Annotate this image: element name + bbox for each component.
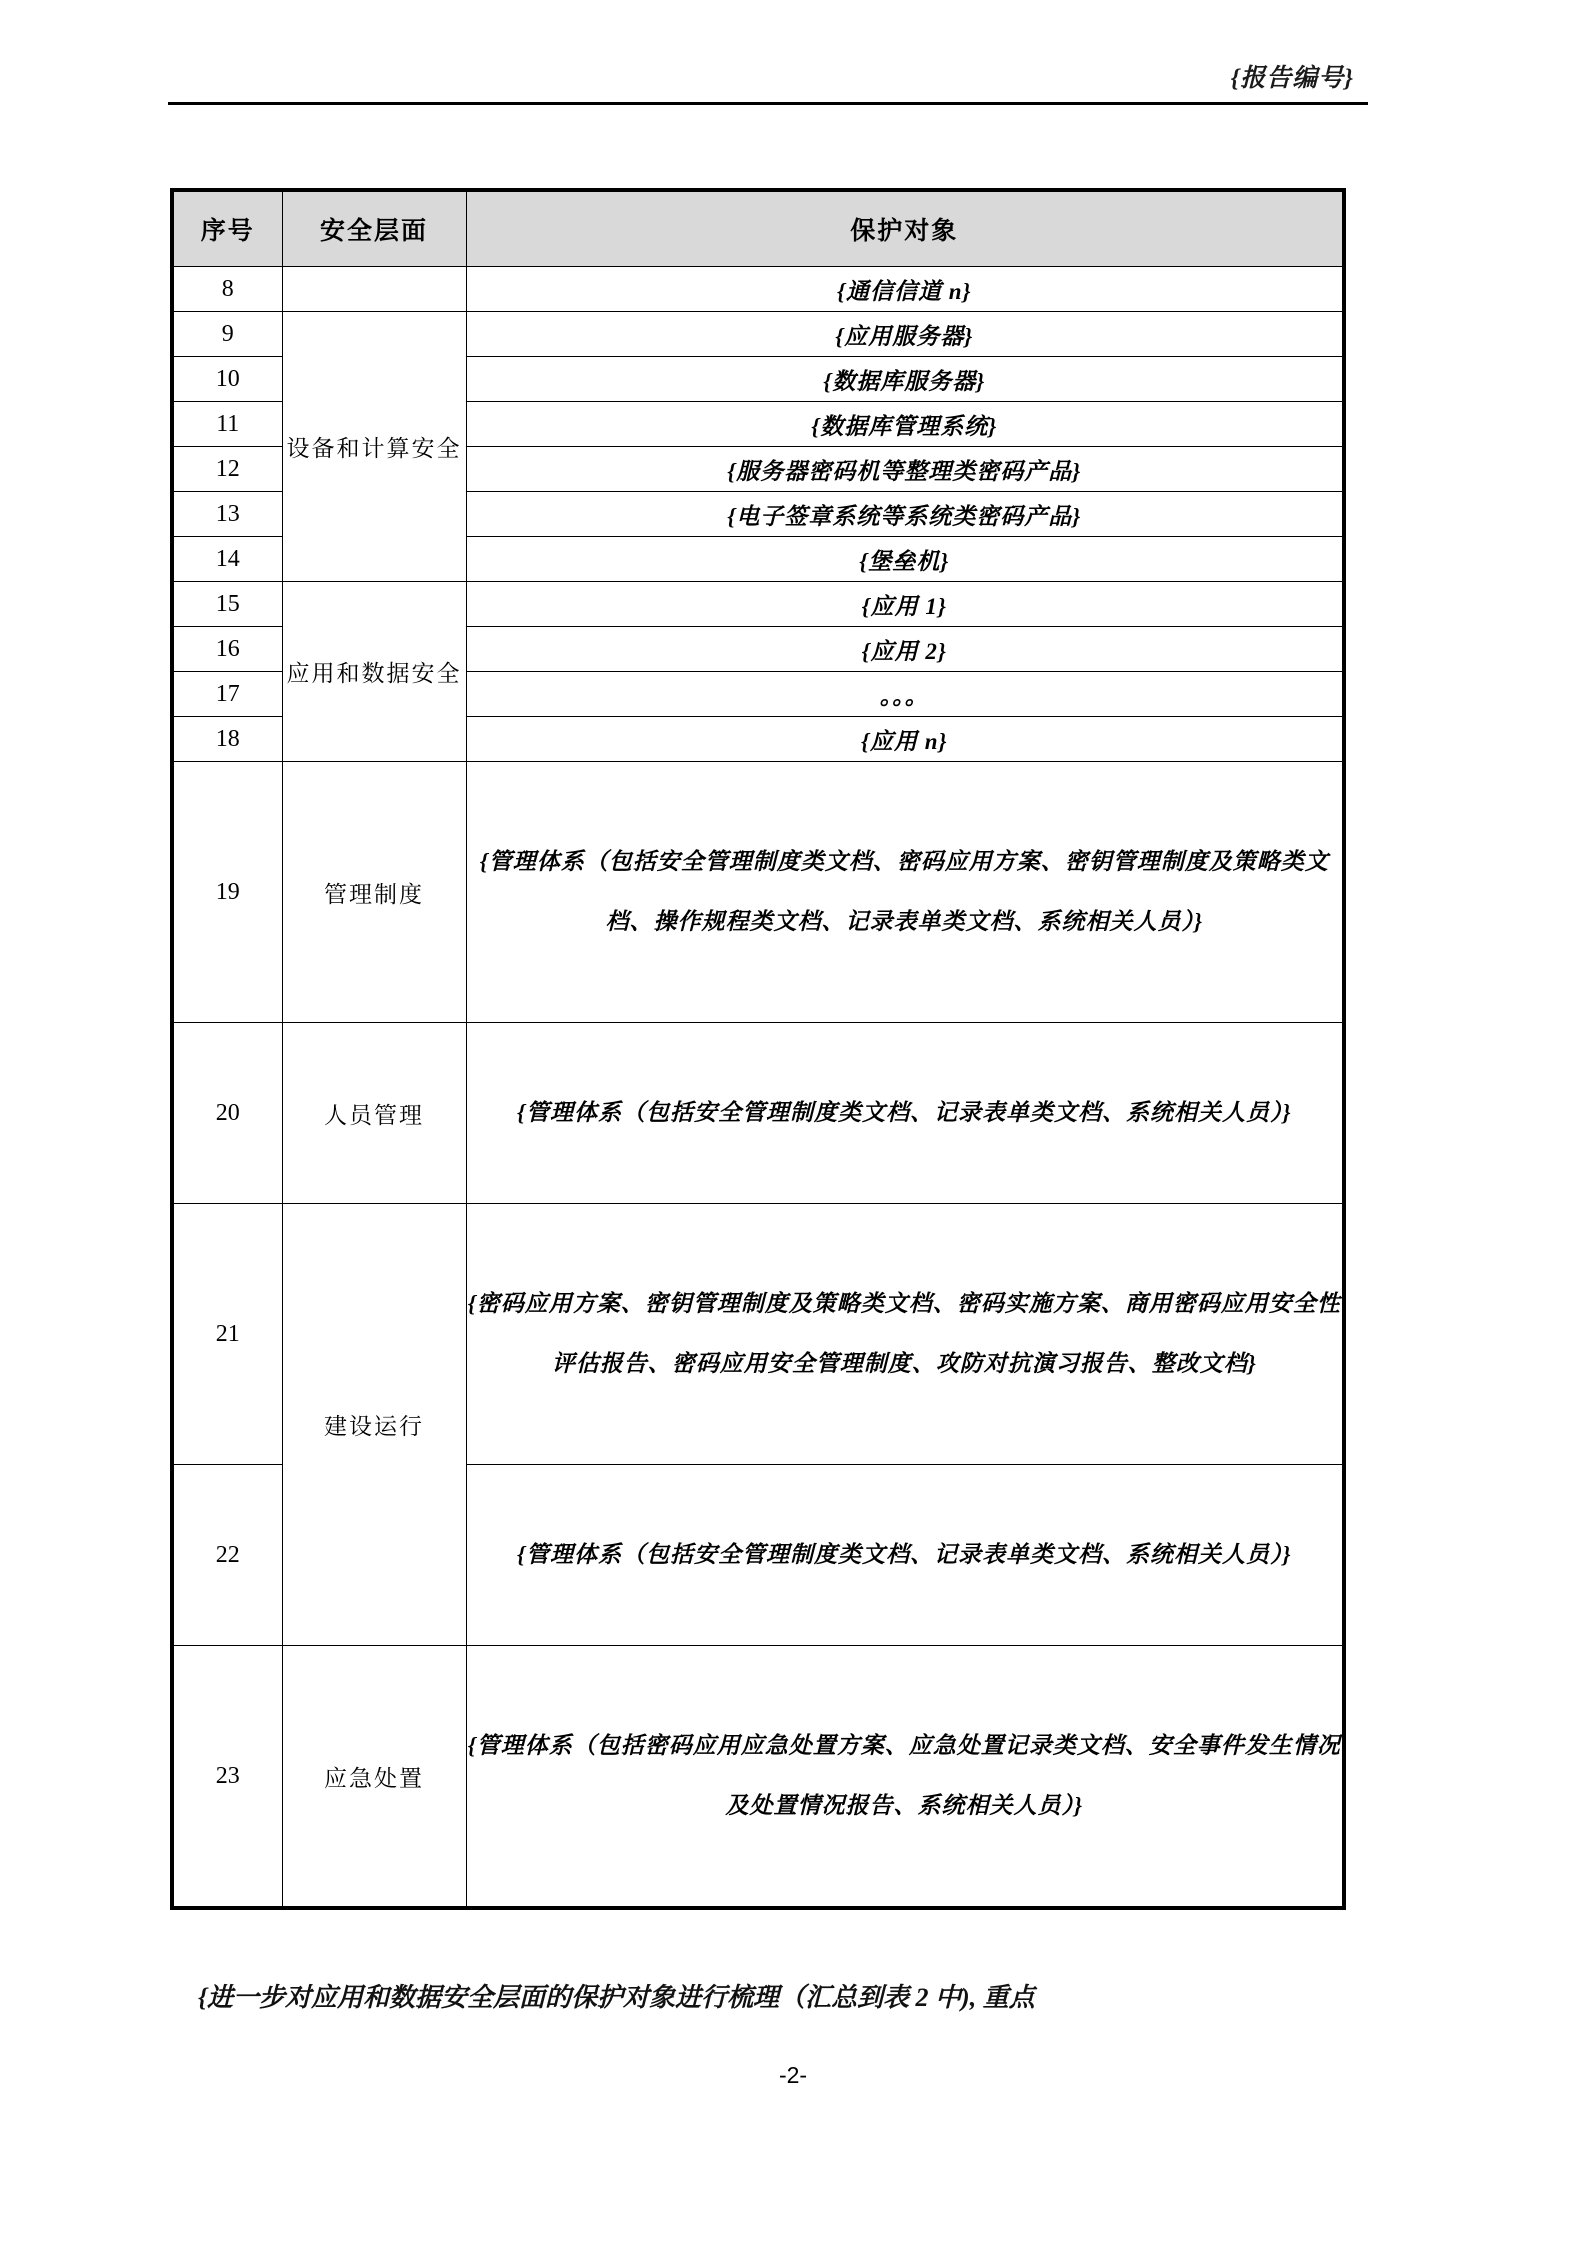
row-index: 22 [172, 1465, 282, 1646]
row-index: 12 [172, 447, 282, 492]
table-row [172, 582, 1344, 627]
table-header-row [172, 190, 1344, 267]
row-object: {应用 1} [466, 582, 1344, 627]
table-row [172, 312, 1344, 357]
row-index: 15 [172, 582, 282, 627]
row-index: 11 [172, 402, 282, 447]
row-object: {管理体系（包括安全管理制度类文档、密码应用方案、密钥管理制度及策略类文档、操作规程类文档、记录表单类文档、系统相关人员）} [466, 762, 1344, 1023]
column-header-layer: 安全层面 [282, 190, 466, 267]
row-object: {管理体系（包括安全管理制度类文档、记录表单类文档、系统相关人员）} [466, 1465, 1344, 1646]
page-header [168, 62, 1368, 105]
table-row [172, 267, 1344, 312]
row-index: 17 [172, 672, 282, 717]
row-index: 16 [172, 627, 282, 672]
row-index: 19 [172, 762, 282, 1023]
row-object: {管理体系（包括安全管理制度类文档、记录表单类文档、系统相关人员）} [466, 1023, 1344, 1204]
row-object: {堡垒机} [466, 537, 1344, 582]
column-header-object: 保护对象 [466, 190, 1344, 267]
footer-note-text: {进一步对应用和数据安全层面的保护对象进行梳理（汇总到表 2 中), 重点 [198, 1983, 1035, 2012]
row-object: {服务器密码机等整理类密码产品} [466, 447, 1344, 492]
report-number-field: {报告编号} [1230, 65, 1354, 92]
row-object: {数据库服务器} [466, 357, 1344, 402]
row-index: 10 [172, 357, 282, 402]
row-object: {通信信道 n} [466, 267, 1344, 312]
row-object: {应用服务器} [466, 312, 1344, 357]
row-index: 8 [172, 267, 282, 312]
row-layer-app-data: 应用和数据安全 [282, 582, 466, 762]
header-divider [168, 102, 1368, 105]
row-layer-management-system: 管理制度 [282, 762, 466, 1023]
row-layer-emergency: 应急处置 [282, 1646, 466, 1909]
row-index: 14 [172, 537, 282, 582]
row-index: 18 [172, 717, 282, 762]
row-object: {管理体系（包括密码应用应急处置方案、应急处置记录类文档、安全事件发生情况及处置情况报告、系统相关人员）} [466, 1646, 1344, 1909]
row-layer-build-operate: 建设运行 [282, 1204, 466, 1646]
table-row [172, 762, 1344, 1023]
row-object-ellipsis: 。。。 [466, 672, 1344, 717]
page-number: -2- [778, 2062, 808, 2088]
row-layer-personnel: 人员管理 [282, 1023, 466, 1204]
row-index: 21 [172, 1204, 282, 1465]
row-object: {应用 n} [466, 717, 1344, 762]
table-body [172, 267, 1344, 1909]
table-row [172, 1204, 1344, 1465]
row-layer-device-compute: 设备和计算安全 [282, 312, 466, 582]
protection-object-table-container [170, 188, 1346, 1910]
row-object: {应用 2} [466, 627, 1344, 672]
table-row [172, 1646, 1344, 1909]
table-row [172, 1023, 1344, 1204]
row-layer [282, 267, 466, 312]
row-index: 23 [172, 1646, 282, 1909]
row-object: {电子签章系统等系统类密码产品} [466, 492, 1344, 537]
row-index: 9 [172, 312, 282, 357]
row-index: 20 [172, 1023, 282, 1204]
row-object: {密码应用方案、密钥管理制度及策略类文档、密码实施方案、商用密码应用安全性评估报告、密码应用安全管理制度、攻防对抗演习报告、整改文档} [466, 1204, 1344, 1465]
protection-object-table [170, 188, 1346, 1910]
table-head [172, 190, 1344, 267]
row-index: 13 [172, 492, 282, 537]
row-object: {数据库管理系统} [466, 402, 1344, 447]
column-header-index: 序号 [172, 190, 282, 267]
